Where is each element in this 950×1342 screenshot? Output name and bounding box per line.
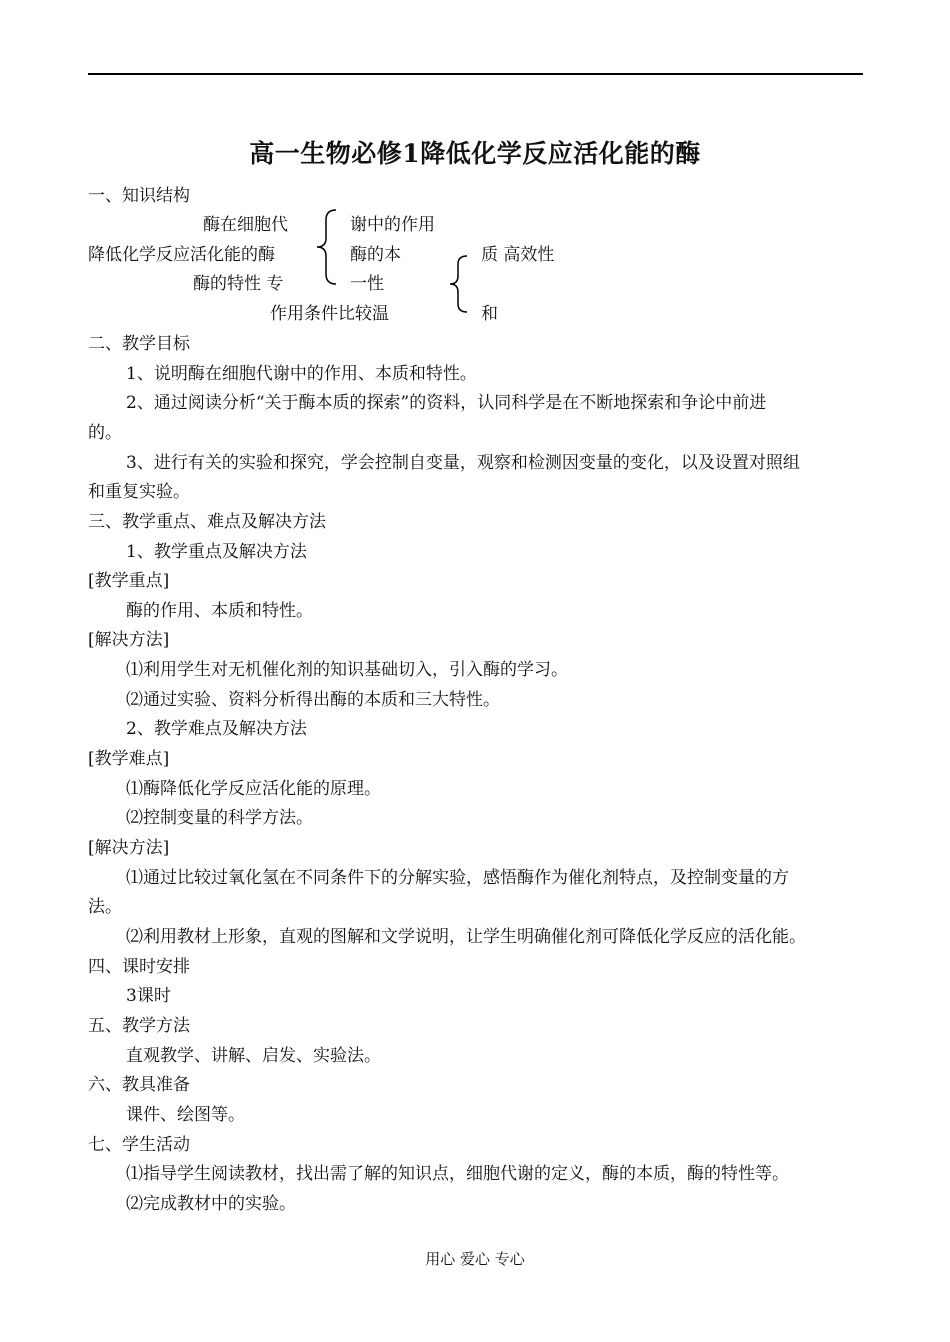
subheading-difficult-points: 2、教学难点及解决方法	[126, 719, 307, 739]
goal-item-3-line1: 3、进行有关的实验和探究，学会控制自变量，观察和检测因变量的变化，以及设置对照组	[126, 453, 800, 473]
method-item: ⑴利用学生对无机催化剂的知识基础切入，引入酶的学习。	[126, 660, 568, 680]
difficulty-item: ⑵控制变量的科学方法。	[126, 808, 313, 828]
method-item: ⑵通过实验、资料分析得出酶的本质和三大特性。	[126, 690, 500, 710]
method-item-continuation: 法。	[88, 897, 122, 917]
key-point-text: 酶的作用、本质和特性。	[126, 601, 313, 621]
tag-teaching-key: [教学重点]	[88, 571, 170, 591]
tools-text: 课件、绘图等。	[126, 1105, 245, 1125]
tag-solution-method: [解决方法]	[88, 630, 170, 650]
section-heading-knowledge-structure: 一、知识结构	[88, 186, 190, 206]
goal-item-1: 1、说明酶在细胞代谢中的作用、本质和特性。	[126, 364, 477, 384]
structure-row2-right: 酶的本	[350, 245, 401, 265]
section-heading-schedule: 四、课时安排	[88, 957, 190, 977]
goal-item-2-line1: 2、通过阅读分析“关于酶本质的探索”的资料，认同科学是在不断地探索和争论中前进	[126, 393, 767, 413]
structure-root-label: 降低化学反应活化能的酶	[88, 245, 275, 265]
section-heading-methods: 五、教学方法	[88, 1016, 190, 1036]
section-heading-key-points: 三、教学重点、难点及解决方法	[88, 512, 326, 532]
left-curly-brace-icon	[445, 254, 471, 314]
structure-row4-far: 和	[481, 304, 498, 324]
methods-text: 直观教学、讲解、启发、实验法。	[126, 1046, 381, 1066]
left-curly-brace-icon	[312, 208, 340, 286]
section-heading-activities: 七、学生活动	[88, 1135, 190, 1155]
structure-row1-left: 酶在细胞代	[203, 215, 288, 235]
goal-item-3-line2: 和重复实验。	[88, 482, 190, 502]
activity-item-1: ⑴指导学生阅读教材，找出需了解的知识点，细胞代谢的定义，酶的本质，酶的特性等。	[126, 1164, 789, 1184]
structure-row2-far: 质 高效性	[481, 245, 555, 265]
tag-teaching-difficulty: [教学难点]	[88, 749, 170, 769]
tag-solution-method: [解决方法]	[88, 838, 170, 858]
schedule-text: 3课时	[126, 986, 171, 1006]
subheading-key-points: 1、教学重点及解决方法	[126, 542, 307, 562]
goal-item-2-line2: 的。	[88, 423, 122, 443]
structure-row3-right: 一性	[350, 274, 384, 294]
section-heading-tools: 六、教具准备	[88, 1075, 190, 1095]
document-title: 高一生物必修1降低化学反应活化能的酶	[249, 139, 701, 168]
structure-row1-right: 谢中的作用	[350, 215, 435, 235]
structure-row4-left: 作用条件比较温	[270, 304, 389, 324]
difficulty-item: ⑴酶降低化学反应活化能的原理。	[126, 779, 381, 799]
method-item: ⑴通过比较过氧化氢在不同条件下的分解实验，感悟酶作为催化剂特点，及控制变量的方	[126, 868, 789, 888]
section-heading-goals: 二、教学目标	[88, 334, 190, 354]
structure-row3-left: 酶的特性 专	[193, 274, 284, 294]
activity-item-2: ⑵完成教材中的实验。	[126, 1194, 296, 1214]
page-footer: 用心 爱心 专心	[425, 1250, 525, 1268]
header-rule	[88, 73, 863, 75]
method-item: ⑵利用教材上形象，直观的图解和文学说明，让学生明确催化剂可降低化学反应的活化能。	[126, 927, 806, 947]
